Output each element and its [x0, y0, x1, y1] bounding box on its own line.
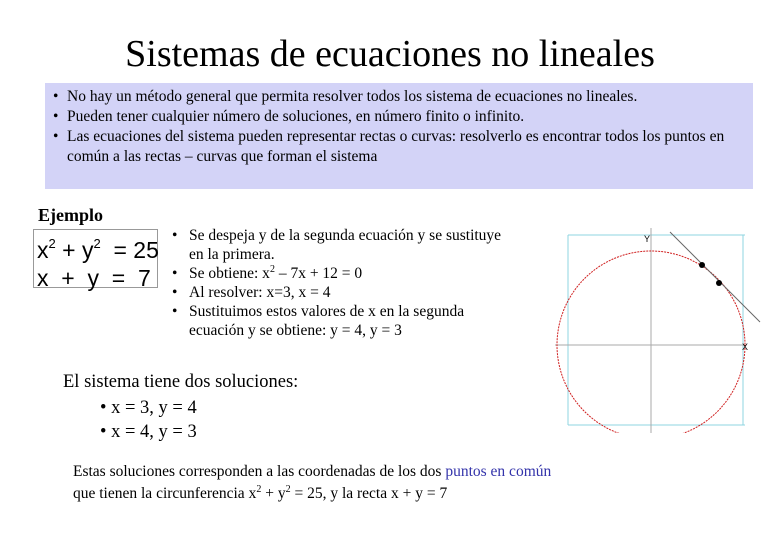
solution-steps [172, 226, 517, 340]
step-item: • Sustituimos estos valores de x en la segunda ecuación y se obtiene: y = 4, y = 3 [172, 302, 517, 340]
step-item: • Al resolver: x=3, x = 4 [172, 283, 517, 302]
solution-item: • x = 3, y = 4 [100, 398, 197, 418]
intro-box [45, 83, 753, 189]
x-axis-label: X [742, 342, 749, 352]
solution-item: • x = 4, y = 3 [100, 422, 197, 442]
step-item: • Se obtiene: $x^2 - 7x + 12 = 0$ [172, 264, 517, 283]
solutions-title: El sistema tiene dos soluciones: [63, 372, 299, 392]
footer-line-2: que tienen la circunferencia $x^2 + y^2 = 25$, y la recta x + y = 7 [73, 484, 448, 502]
example-label: Ejemplo [38, 205, 103, 225]
intro-item: • No hay un método general que permita resolver todos los sistema de ecuaciones no lineales. [53, 87, 745, 107]
intersection-point [716, 280, 722, 286]
y-axis-label: Y [644, 234, 651, 244]
footer-line-1: Estas soluciones corresponden a las coordenadas de los dos puntos en común [73, 463, 552, 480]
step-item: • Se despeja y de la segunda ecuación y se sustituye en la primera. [172, 226, 517, 264]
footer-text [73, 461, 551, 505]
circle-line-graph [555, 228, 765, 433]
line-curve [670, 232, 760, 322]
equation-system [33, 229, 159, 291]
equation-2: x + y = 7 [37, 265, 151, 291]
slide-title: Sistemas de ecuaciones no lineales [125, 33, 655, 75]
highlight-text: puntos en común [445, 463, 552, 480]
intro-item: • Pueden tener cualquier número de soluciones, en número finito o infinito. [53, 107, 745, 127]
intersection-point [699, 262, 705, 268]
equation-1: $x^2 + y^2 = 25$ [37, 236, 159, 263]
intro-item: • Las ecuaciones del sistema pueden representar rectas o curvas: resolverlo es encontrar todos los puntos en común a las rectas – curvas que forman el sistema [53, 127, 745, 167]
